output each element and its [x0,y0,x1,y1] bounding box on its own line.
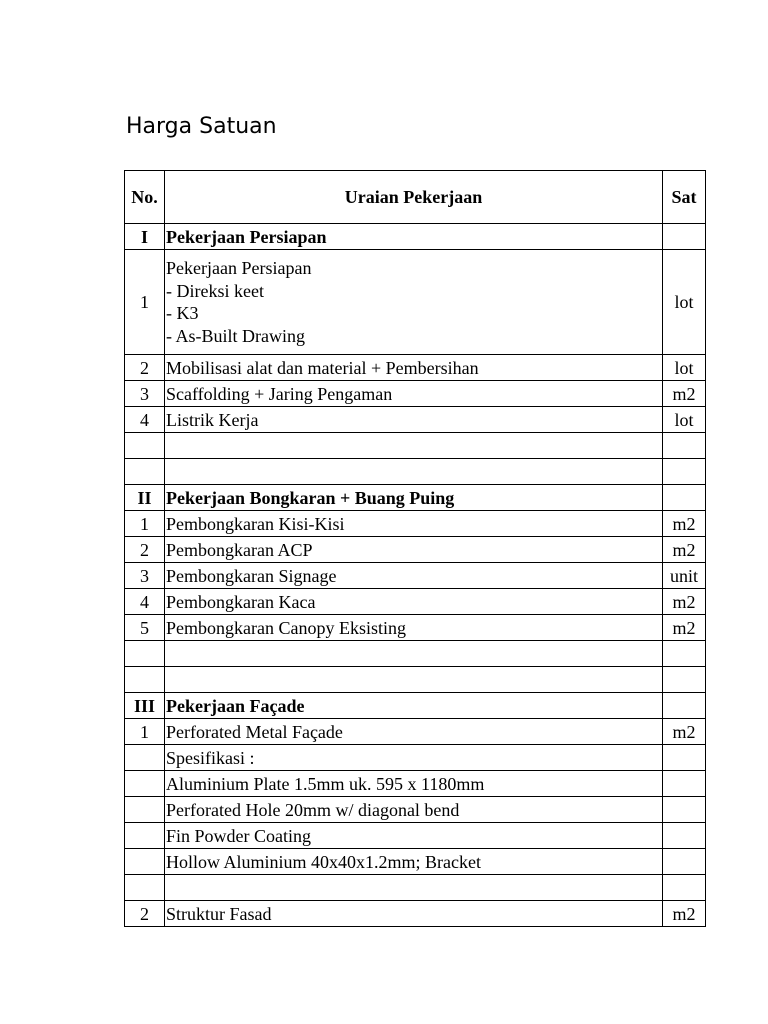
unit-cell: lot [663,250,706,355]
description-cell: Pekerjaan Bongkaran + Buang Puing [165,485,663,511]
description-cell: Pembongkaran ACP [165,537,663,563]
description-cell: Fin Powder Coating [165,823,663,849]
description-cell: Pekerjaan Persiapan [165,224,663,250]
description-cell [165,667,663,693]
table-body [125,224,706,927]
unit-cell: m2 [663,615,706,641]
unit-cell [663,875,706,901]
table-row [125,511,706,537]
row-number-cell [125,667,165,693]
section-header-row [125,693,706,719]
unit-cell: m2 [663,589,706,615]
header-description: Uraian Pekerjaan [165,171,663,224]
header-unit: Sat [663,171,706,224]
row-number-cell: II [125,485,165,511]
unit-cell [663,224,706,250]
blank-row [125,459,706,485]
row-number-cell: 1 [125,511,165,537]
unit-cell [663,641,706,667]
description-cell: Pembongkaran Kisi-Kisi [165,511,663,537]
row-number-cell: 4 [125,407,165,433]
row-number-cell [125,771,165,797]
description-cell: Listrik Kerja [165,407,663,433]
unit-cell [663,459,706,485]
description-cell: Pembongkaran Canopy Eksisting [165,615,663,641]
header-no: No. [125,171,165,224]
table-row [125,745,706,771]
table-row [125,901,706,927]
description-cell: Pembongkaran Kaca [165,589,663,615]
row-number-cell: III [125,693,165,719]
price-table [124,170,706,927]
description-cell [165,641,663,667]
blank-row [125,641,706,667]
unit-cell: lot [663,407,706,433]
row-number-cell: 1 [125,250,165,355]
row-number-cell [125,797,165,823]
unit-cell: m2 [663,511,706,537]
row-number-cell: 3 [125,563,165,589]
table-header-row [125,171,706,224]
description-cell: Scaffolding + Jaring Pengaman [165,381,663,407]
unit-cell [663,433,706,459]
description-cell: Spesifikasi : [165,745,663,771]
unit-cell: m2 [663,719,706,745]
description-cell: Pekerjaan Façade [165,693,663,719]
description-line: - K3 [166,303,199,323]
table-row [125,537,706,563]
table-row [125,589,706,615]
table-row [125,771,706,797]
section-header-row [125,485,706,511]
row-number-cell: 3 [125,381,165,407]
row-number-cell: I [125,224,165,250]
unit-cell [663,693,706,719]
unit-cell [663,485,706,511]
unit-cell [663,823,706,849]
table-row [125,849,706,875]
description-cell: Hollow Aluminium 40x40x1.2mm; Bracket [165,849,663,875]
row-number-cell [125,875,165,901]
table-row [125,615,706,641]
table-row [125,355,706,381]
row-number-cell [125,849,165,875]
table-row [125,407,706,433]
description-cell [165,250,663,355]
description-cell: Pembongkaran Signage [165,563,663,589]
description-line: - Direksi keet [166,280,264,301]
row-number-cell: 4 [125,589,165,615]
row-number-cell: 5 [125,615,165,641]
row-number-cell [125,433,165,459]
price-table-container [124,170,706,930]
row-number-cell [125,745,165,771]
section-header-row [125,224,706,250]
description-cell [165,433,663,459]
unit-cell [663,745,706,771]
row-number-cell: 2 [125,355,165,381]
description-cell: Perforated Metal Façade [165,719,663,745]
table-row [125,719,706,745]
unit-cell: m2 [663,381,706,407]
unit-cell [663,771,706,797]
unit-cell [663,797,706,823]
page-title: Harga Satuan [126,114,277,139]
table-row [125,797,706,823]
description-cell: Mobilisasi alat dan material + Pembersihan [165,355,663,381]
description-line: - As-Built Drawing [166,325,305,346]
description-cell: Aluminium Plate 1.5mm uk. 595 x 1180mm [165,771,663,797]
table-row [125,563,706,589]
table-row [125,823,706,849]
table-row [125,250,706,355]
description-cell: Struktur Fasad [165,901,663,927]
description-cell [165,875,663,901]
description-line: Pekerjaan Persiapan [166,258,312,278]
description-cell [165,459,663,485]
row-number-cell [125,641,165,667]
blank-row [125,433,706,459]
row-number-cell [125,459,165,485]
unit-cell: m2 [663,537,706,563]
row-number-cell [125,823,165,849]
unit-cell: m2 [663,901,706,927]
blank-row [125,667,706,693]
table-row [125,381,706,407]
row-number-cell: 2 [125,901,165,927]
blank-row [125,875,706,901]
unit-cell: lot [663,355,706,381]
unit-cell [663,849,706,875]
unit-cell [663,667,706,693]
unit-cell: unit [663,563,706,589]
row-number-cell: 1 [125,719,165,745]
row-number-cell: 2 [125,537,165,563]
description-cell: Perforated Hole 20mm w/ diagonal bend [165,797,663,823]
